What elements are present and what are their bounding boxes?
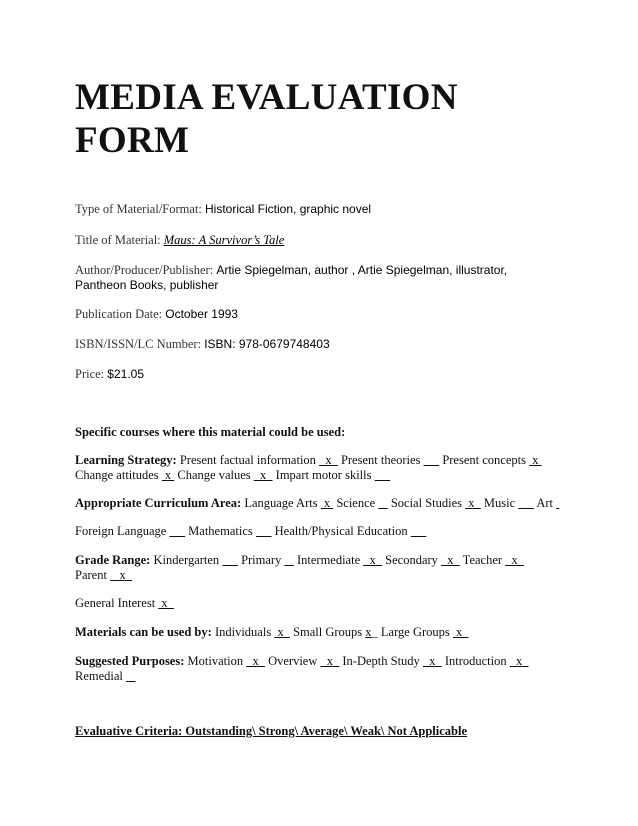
option-blank: x <box>441 553 460 567</box>
grade-range-label: Grade Range: <box>75 553 151 567</box>
field-title <box>75 233 575 248</box>
title-line-1: MEDIA EVALUATION <box>75 77 458 118</box>
field-price <box>75 367 575 382</box>
option-blank: x <box>320 496 334 510</box>
curriculum-area-row <box>75 496 575 511</box>
option-text: Individuals <box>211 625 275 639</box>
option-text: Overview <box>264 654 321 668</box>
grade-range-row <box>75 553 575 583</box>
suggested-purposes-label: Suggested Purposes: <box>75 654 185 668</box>
option-blank: x <box>274 625 290 639</box>
option-text: Language Arts <box>241 496 321 510</box>
field-author-label: Author/Producer/Publisher: <box>75 263 217 277</box>
materials-used-by-label: Materials can be used by: <box>75 625 212 639</box>
option-blank <box>424 453 440 467</box>
option-blank: x <box>363 553 383 567</box>
option-blank: x <box>253 468 273 482</box>
option-blank <box>169 524 185 538</box>
evaluative-criteria-heading: Evaluative Criteria: Outstanding\ Strong\ Average\ Weak\ Not Applicable <box>75 724 468 738</box>
option-blank <box>375 468 391 482</box>
learning-strategy-row <box>75 453 575 483</box>
option-text: Secondary <box>382 553 442 567</box>
field-author <box>75 263 555 293</box>
option-text: Kindergarten <box>150 553 223 567</box>
field-author-value: Artie Spiegelman, author , Artie Spiegelman, illustrator, Pantheon Books, publisher <box>75 263 508 292</box>
option-text: In-Depth Study <box>339 654 423 668</box>
option-text: Present factual information <box>176 453 320 467</box>
option-blank: x <box>319 453 338 467</box>
option-blank <box>284 553 293 567</box>
option-blank <box>411 524 427 538</box>
field-type-label: Type of Material/Format: <box>75 202 205 216</box>
field-title-value: Maus: A Survivor’s Tale <box>163 233 285 247</box>
option-text: Present theories <box>337 453 424 467</box>
option-text: _ <box>371 625 378 639</box>
option-blank: x <box>505 553 524 567</box>
field-title-label: Title of Material: <box>75 233 164 247</box>
option-blank <box>222 553 238 567</box>
option-blank: x <box>509 654 529 668</box>
field-type-value: Historical Fiction, graphic novel <box>205 202 372 216</box>
field-type <box>75 202 575 217</box>
option-blank: x <box>465 496 481 510</box>
option-blank: x <box>320 654 340 668</box>
option-text: Primary <box>237 553 285 567</box>
page-title <box>75 76 595 162</box>
option-text: Music <box>480 496 519 510</box>
option-text: Social Studies <box>387 496 466 510</box>
option-text: Teacher <box>459 553 506 567</box>
option-text: Introduction <box>441 654 510 668</box>
option-text: Large Groups <box>377 625 453 639</box>
option-blank <box>126 669 135 683</box>
option-blank <box>256 524 272 538</box>
field-date-label: Publication Date: <box>75 307 166 321</box>
curriculum-area-label: Appropriate Curriculum Area: <box>75 496 242 510</box>
option-blank: x <box>246 654 265 668</box>
field-date <box>75 307 575 322</box>
field-price-label: Price: <box>75 367 108 381</box>
option-blank: x <box>365 625 372 639</box>
option-blank <box>378 496 387 510</box>
option-text: Small Groups <box>289 625 366 639</box>
option-blank: x <box>529 453 542 467</box>
field-date-value: October 1993 <box>165 307 238 321</box>
option-text: Present concepts <box>439 453 530 467</box>
option-text: Motivation <box>184 654 247 668</box>
option-blank <box>518 496 534 510</box>
courses-heading: Specific courses where this material could be used: <box>75 425 346 439</box>
option-text: Art <box>533 496 557 510</box>
option-text: Change values <box>174 468 254 482</box>
option-blank: x <box>110 568 132 582</box>
option-text: Intermediate <box>293 553 364 567</box>
field-isbn <box>75 337 575 352</box>
learning-strategy-label: Learning Strategy: <box>75 453 177 467</box>
option-text: Remedial <box>75 669 127 683</box>
title-line-2: FORM <box>75 120 190 161</box>
option-blank: x <box>452 625 469 639</box>
field-isbn-label: ISBN/ISSN/LC Number: <box>75 337 205 351</box>
option-text: Parent <box>75 568 111 582</box>
option-text: Impart motor skills <box>272 468 375 482</box>
field-isbn-value: ISBN: 978-0679748403 <box>204 337 330 351</box>
option-blank: x <box>161 468 175 482</box>
materials-used-by-row <box>75 625 575 640</box>
field-price-value: $21.05 <box>107 367 144 381</box>
option-text: Science <box>333 496 379 510</box>
option-text: Foreign Language <box>75 524 170 538</box>
option-text: Health/Physical Education <box>271 524 411 538</box>
option-blank: x <box>158 596 174 610</box>
option-blank <box>556 496 559 510</box>
option-blank: x <box>422 654 442 668</box>
curriculum-area-row-2 <box>75 524 575 539</box>
suggested-purposes-row <box>75 654 575 684</box>
general-interest-row <box>75 596 575 611</box>
option-text: Change attitudes <box>75 468 162 482</box>
option-text: Mathematics <box>185 524 256 538</box>
option-text: General Interest <box>75 596 159 610</box>
